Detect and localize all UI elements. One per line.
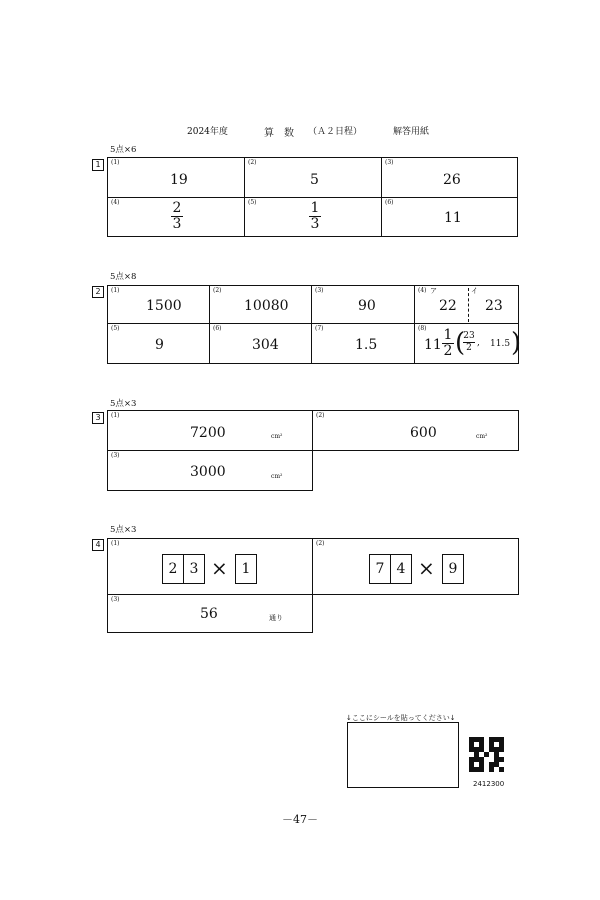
sub-label: (6) [385, 199, 394, 206]
header-year: 2024年度 [187, 127, 228, 137]
sheet-code: 2412300 [473, 780, 505, 788]
q2-label-a: ア [430, 287, 437, 295]
q3-unit-3: cm² [271, 473, 283, 480]
denominator: 3 [310, 216, 320, 232]
q3-answer-3: 3000 [190, 464, 226, 480]
q1-grid [107, 157, 518, 237]
q2-answer-8-fraction [442, 328, 454, 359]
q4-cell-3 [107, 594, 313, 633]
sub-label: (1) [111, 287, 120, 294]
q2-answer-2: 10080 [244, 298, 289, 314]
sub-label: (7) [315, 325, 324, 332]
sub-label: (5) [111, 325, 120, 332]
q3-unit-1: cm² [271, 433, 283, 440]
q2-cell-8 [414, 323, 522, 364]
q2-answer-8-alt-decimal: 11.5 [490, 339, 511, 349]
q3-unit-2: cm² [476, 433, 488, 440]
q3-answer-1: 7200 [190, 425, 226, 441]
q4-2-times-sign: × [418, 556, 435, 580]
q4-1-digit-box-2: 3 [183, 554, 205, 584]
page-number: －47－ [282, 813, 318, 826]
sub-label: (3) [111, 596, 120, 603]
sub-label: (1) [111, 540, 120, 547]
q1-answer-6: 11 [444, 210, 462, 226]
q4-cell-2 [312, 538, 519, 595]
q2-cell-3 [311, 285, 415, 324]
sub-label: (4) [418, 287, 427, 294]
q2-points: 5点×8 [110, 272, 137, 282]
q1-answer-4-fraction [171, 201, 183, 232]
q1-cell-5 [244, 197, 382, 237]
q3-cell-3 [107, 450, 313, 491]
numerator: 1 [310, 200, 320, 216]
q1-cell-6 [381, 197, 518, 237]
sub-label: (6) [213, 325, 222, 332]
q2-answer-7: 1.5 [355, 337, 378, 353]
q2-cell-5 [107, 323, 210, 364]
q2-cell-6 [209, 323, 312, 364]
sub-label: (2) [316, 540, 325, 547]
sub-label: (1) [111, 159, 120, 166]
q2-cell-1 [107, 285, 210, 324]
q3-points: 5点×3 [110, 399, 137, 409]
q2-number: 2 [92, 286, 104, 298]
q2-answer-8-whole: 11 [424, 337, 442, 353]
seal-box [347, 722, 459, 788]
q3-cell-1 [107, 410, 313, 451]
q4-1-digit-box-1: 2 [162, 554, 184, 584]
q4-2-digit-box-1: 7 [369, 554, 391, 584]
sub-label: (3) [315, 287, 324, 294]
q1-answer-5-fraction [309, 201, 321, 232]
numerator: 23 [463, 331, 475, 341]
denominator: 3 [172, 216, 182, 232]
q4-cell-1 [107, 538, 313, 595]
sub-label: (8) [418, 325, 427, 332]
q1-cell-2 [244, 157, 382, 198]
qr-code-icon [469, 737, 504, 772]
q4-unit-3: 通り [269, 614, 283, 622]
q3-cell-2 [312, 410, 519, 451]
q2-answer-1: 1500 [146, 298, 182, 314]
seal-instruction: ↓ここにシールを貼ってください↓ [346, 714, 456, 722]
q2-answer-8-alt-fraction [463, 331, 475, 354]
q2-answer-4-a: 22 [439, 298, 457, 314]
sub-label: (4) [111, 199, 120, 206]
q2-answer-3: 90 [358, 298, 376, 314]
q1-number: 1 [92, 159, 104, 171]
q1-answer-1: 19 [170, 172, 188, 188]
comma: , [477, 338, 480, 348]
sub-label: (2) [248, 159, 257, 166]
q2-label-i: イ [471, 287, 478, 295]
q2-answer-5: 9 [155, 337, 164, 353]
q1-points: 5点×6 [110, 145, 137, 155]
denominator: 2 [443, 343, 453, 359]
numerator: 2 [172, 200, 182, 216]
paren-open: ( [455, 328, 466, 358]
denominator: 2 [466, 343, 472, 353]
paren-close: ) [511, 328, 522, 358]
q3-answer-2: 600 [410, 425, 437, 441]
sub-label: (2) [213, 287, 222, 294]
q3-number: 3 [92, 412, 104, 424]
q1-answer-2: 5 [310, 172, 319, 188]
q3-grid [107, 410, 519, 491]
q4-points: 5点×3 [110, 525, 137, 535]
header-session: （Ａ２日程） [308, 127, 363, 137]
q4-grid [107, 538, 519, 633]
q2-answer-4-i: 23 [485, 298, 503, 314]
q1-cell-3 [381, 157, 518, 198]
sub-label: (1) [111, 412, 120, 419]
q2-cell-4 [414, 285, 519, 324]
q2-grid [107, 285, 522, 364]
q4-number: 4 [92, 539, 104, 551]
q2-cell-2 [209, 285, 312, 324]
q1-answer-3: 26 [443, 172, 461, 188]
sub-label: (3) [111, 452, 120, 459]
header-sheet-title: 解答用紙 [393, 127, 430, 137]
header-subject: 算 数 [264, 128, 294, 139]
q2-cell-4-divider [468, 288, 469, 322]
sub-label: (2) [316, 412, 325, 419]
sub-label: (5) [248, 199, 257, 206]
q2-answer-6: 304 [252, 337, 279, 353]
q4-2-digit-box-2: 4 [390, 554, 412, 584]
q4-1-digit-box-3: 1 [235, 554, 257, 584]
q1-cell-4 [107, 197, 245, 237]
q2-cell-7 [311, 323, 415, 364]
q4-2-digit-box-3: 9 [442, 554, 464, 584]
sub-label: (3) [385, 159, 394, 166]
q4-answer-3: 56 [200, 606, 218, 622]
q1-cell-1 [107, 157, 245, 198]
numerator: 1 [443, 327, 453, 343]
q4-1-times-sign: × [211, 556, 228, 580]
